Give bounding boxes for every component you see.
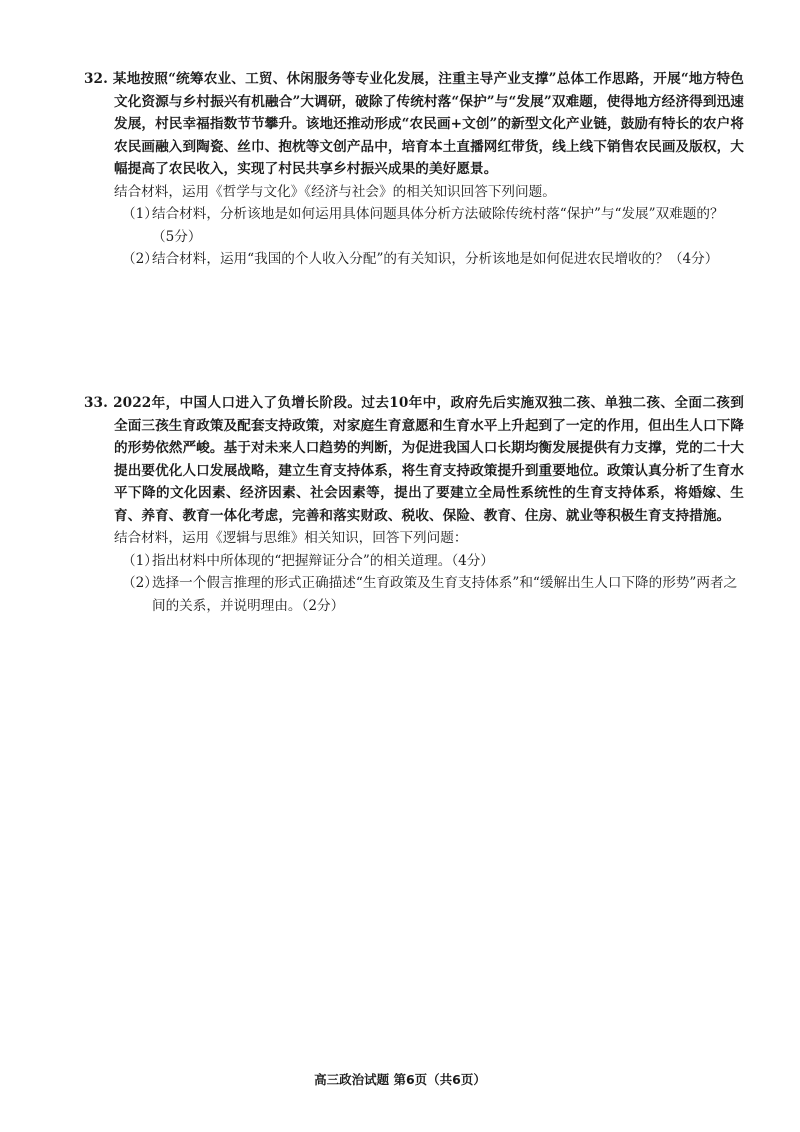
question-32-material [84, 68, 744, 181]
question-33-material-text: 2022年，中国人口进入了负增长阶段。过去10年中，政府先后实施双独二孩、单独二孩、全面二孩到全面三孩生育政策及配套支持政策，对家庭生育意愿和生育水平上升起到了一定的作用，但出生人口下降的形势依然严峻。基于对未来人口趋势的判断，为促进我国人口长期均衡发展提供有力支撑，党的二十大提出要优化人口发展战略，建立生育支持体系，将生育支持政策提升到重要地位。政策认真分析了生育水平下降的文化因素、经济因素、社会因素等，提出了要建立全局性系统性的生育支持体系，将婚嫁、生育、养育、教育一体化考虑，完善和落实财政、税收、保险、教育、住房、就业等积极生育支持措施。 [113, 395, 744, 524]
question-32-sub-1 [122, 203, 744, 248]
question-32-sub-1-text: 结合材料，分析该地是如何运用具体问题具体分析方法破除传统村落“保护”与“发展”双难题的？（5分） [152, 206, 724, 245]
question-33-sub-1 [122, 550, 744, 573]
question-33-sub-2 [122, 572, 744, 617]
question-33-sub-2-index: （2） [122, 575, 158, 591]
question-33-instruction: 结合材料，运用《逻辑与思维》相关知识，回答下列问题： [114, 530, 468, 546]
question-32-sub-2 [122, 248, 744, 271]
question-32-sub-2-index: （2） [122, 251, 158, 267]
question-32-sub-2-text: 结合材料，运用“我国的个人收入分配”的有关知识，分析该地是如何促进农民增收的？（4分） [152, 251, 719, 267]
question-32-sub-1-index: （1） [122, 206, 158, 222]
question-33-material [84, 392, 744, 527]
question-33-sub-1-text: 指出材料中所体现的“把握辩证分合”的相关道理。（4分） [152, 552, 494, 569]
question-32 [84, 68, 744, 271]
question-33-sub-1-index: （1） [122, 552, 158, 569]
question-32-number: 32. [84, 71, 108, 87]
question-32-material-text: 某地按照“统筹农业、工贸、休闲服务等专业化发展，注重主导产业支撑”总体工作思路，开展“地方特色文化资源与乡村振兴有机融合”大调研，破除了传统村落“保护”与“发展”双难题，使得地方经济得到迅速发展，村民幸福指数节节攀升。该地还推动形成“农民画+文创”的新型文化产业链，鼓励有特长的农户将农民画融入到陶瓷、丝巾、抱枕等文创产品中，培育本土直播网红带货，线上线下销售农民画及版权，大幅提高了农民收入，实现了村民共享乡村振兴成果的美好愿景。 [112, 71, 744, 177]
page-footer: 高三政治试题 第6页（共6页） [314, 1072, 486, 1087]
question-33 [84, 392, 744, 617]
question-32-instruction: 结合材料，运用《哲学与文化》《经济与社会》的相关知识回答下列问题。 [114, 183, 556, 200]
question-33-sub-2-text: 选择一个假言推理的形式正确描述“生育政策及生育支持体系”和“缓解出生人口下降的形势”两者之间的关系，并说明理由。（2分） [152, 575, 738, 614]
question-33-number: 33. [84, 395, 108, 411]
